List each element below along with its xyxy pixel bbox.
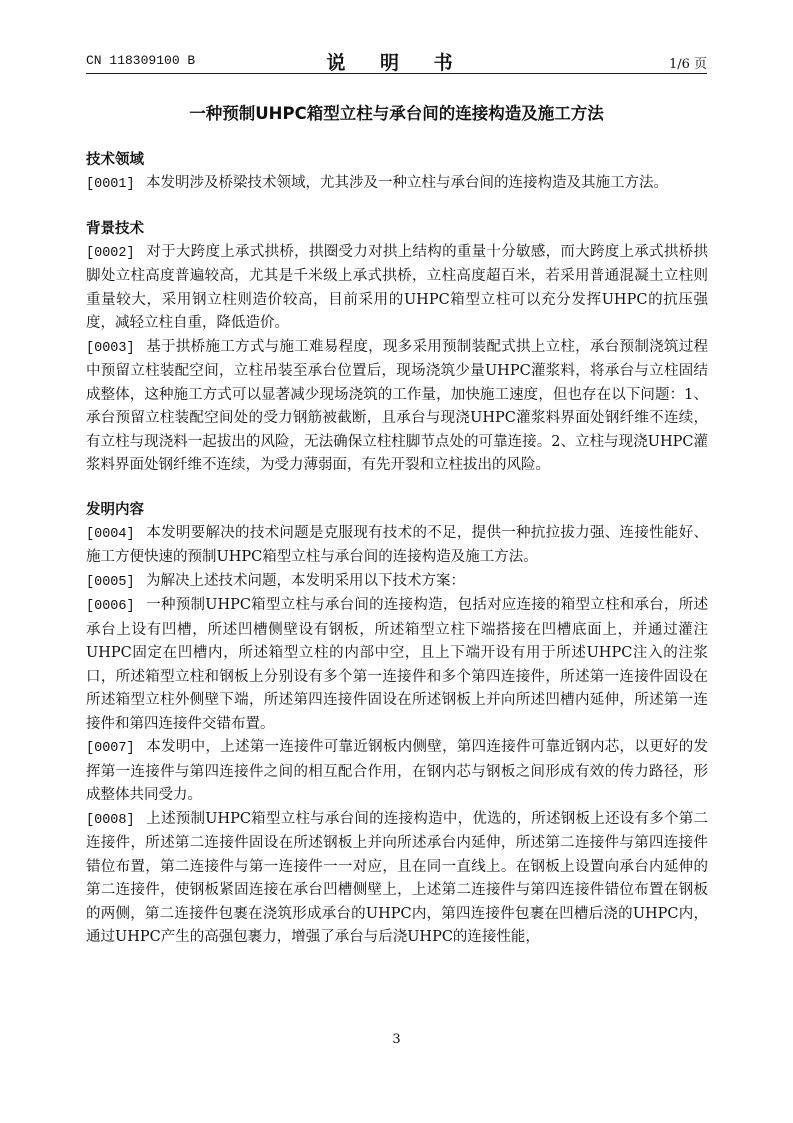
page-header [86,48,707,72]
paragraph-text: 基于拱桥施工方式与施工难易程度，现多采用预制装配式拱上立柱，承台预制浇筑过程中预留立柱装配空间，立柱吊装至承台位置后，现场浇筑少量UHPC灌浆料，将承台与立柱固结成整体，这种施工方式可以显著减少现场浇筑的工作量，加快施工速度，但也存在以下问题：1、承台预留立柱装配空间处的受力钢筋被截断，且承台与现浇UHPC灌浆料界面处钢纤维不连续，有立柱与现浇料一起拔出的风险，无法确保立柱柱脚节点处的可靠连接。2、立柱与现浇UHPC灌浆料界面处钢纤维不连续，为受力薄弱面，有先开裂和立柱拔出的风险。 [86,338,708,473]
paragraph-number: [0001] [86,177,135,192]
paragraph-0008 [86,808,708,950]
header-divider [86,73,707,74]
document-type: 说 明 书 [326,52,467,74]
paragraph-text: 对于大跨度上承式拱桥，拱圈受力对拱上结构的重量十分敏感，而大跨度上承式拱桥拱脚处立柱高度普遍较高，尤其是千米级上承式拱桥，立柱高度超百米，若采用普通混凝土立柱则重量较大，采用钢立柱则造价较高，目前采用的UHPC箱型立柱可以充分发挥UHPC的抗压强度，减轻立柱自重，降低造价。 [86,243,708,331]
section-heading: 背景技术 [86,220,144,237]
paragraph-0002 [86,241,708,336]
document-title: 一种预制UHPC箱型立柱与承台间的连接构造及施工方法 [189,104,604,123]
paragraph-number: [0002] [86,245,135,261]
page-info: 1/6 页 [668,57,707,72]
page-number: 3 [392,1032,401,1047]
document-body [86,148,708,950]
paragraph-0005 [86,570,708,595]
paragraph-text: 一种预制UHPC箱型立柱与承台间的连接构造，包括对应连接的箱型立柱和承台，所述承台上设有凹槽，所述凹槽侧壁设有钢板，所述箱型立柱下端搭接在凹槽底面上，并通过灌注UHPC固定在凹槽内，所述箱型立柱的内部中空，且上下端开设有用于所述UHPC注入的注浆口，所述箱型立柱和钢板上分别设有多个第一连接件和多个第四连接件，所述第一连接件固设在所述箱型立柱外侧壁下端，所述第四连接件固设在所述钢板上并向所述凹槽内延伸，所述第一连接件和第四连接件交错布置。 [86,597,708,732]
section-heading: 技术领域 [86,152,144,168]
paragraph-number: [0007] [86,741,135,756]
paragraph-0007 [86,736,708,808]
paragraph-number: [0006] [86,599,135,614]
paragraph-text: 本发明涉及桥梁技术领域，尤其涉及一种立柱与承台间的连接构造及其施工方法。 [146,175,668,191]
paragraph-text: 上述预制UHPC箱型立柱与承台间的连接构造中，优选的，所述钢板上还设有多个第二连接件，所述第二连接件固设在所述钢板上并向所述承台内延伸，所述第二连接件与第四连接件错位布置，第二连接件与第一连接件一一对应，且在同一直线上。在钢板上设置向承台内延伸的第二连接件，使钢板紧固连接在承台凹槽侧壁上，上述第二连接件与第四连接件错位布置在钢板的两侧，第二连接件包裹在浇筑形成承台的UHPC内，第四连接件包裹在凹槽后浇的UHPC内，通过UHPC产生的高强包裹力，增强了承台与后浇UHPC的连接性能， [86,810,708,945]
paragraph-text: 本发明中，上述第一连接件可靠近钢板内侧壁，第四连接件可靠近钢内芯，以更好的发挥第一连接件与第四连接件之间的相互配合作用，在钢内芯与钢板之间形成有效的传力路径，形成整体共同受力。 [86,739,708,803]
paragraph-0004 [86,522,708,570]
paragraph-number: [0005] [86,574,135,590]
paragraph-0006 [86,594,708,736]
section-heading: 发明内容 [86,501,144,518]
paragraph-number: [0004] [86,526,135,542]
paragraph-0003 [86,336,708,478]
paragraph-number: [0003] [86,340,135,356]
patent-number: CN 118309100 B [86,53,196,68]
paragraph-text: 本发明要解决的技术问题是克服现有技术的不足，提供一种抗拉拔力强、连接性能好、施工方便快速的预制UHPC箱型立柱与承台间的连接构造及施工方法。 [86,524,708,565]
paragraph-number: [0008] [86,812,135,828]
paragraph-text: 为解决上述技术问题，本发明采用以下技术方案： [146,572,465,589]
paragraph-0001 [86,172,708,197]
